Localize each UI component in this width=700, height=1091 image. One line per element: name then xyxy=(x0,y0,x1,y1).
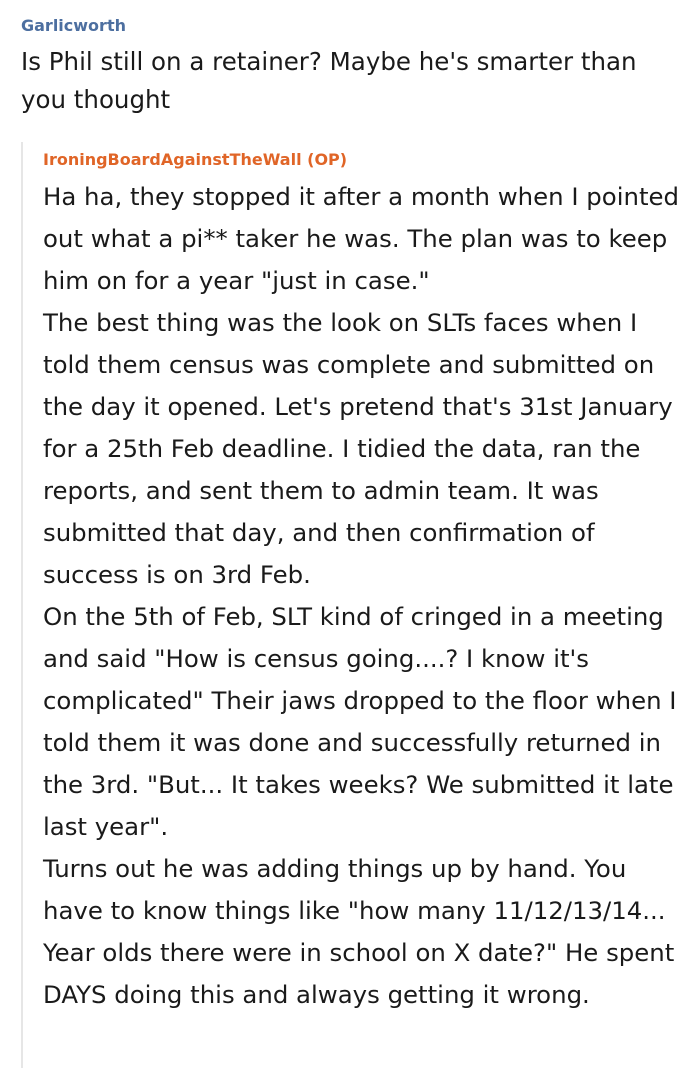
reply-thread xyxy=(21,142,693,1068)
reply-paragraph: On the 5th of Feb, SLT kind of cringed in a meeting and said "How is census going....? I know it's complicated" Their jaws dropped to the floor when I told them it was done and successfully returned in the 3rd. "But... It takes weeks? We submitted it late last year". xyxy=(43,602,677,841)
reply-paragraph: Turns out he was adding things up by hand. You have to know things like "how many 11/12/13/14... Year olds there were in school on X date?" He spent DAYS doing this and always getting it wrong. xyxy=(43,854,675,1009)
comment-author-link[interactable]: Garlicworth xyxy=(21,16,126,35)
reply-paragraph: Ha ha, they stopped it after a month when I pointed out what a pi** taker he was. The plan was to keep him on for a year "just in case." xyxy=(43,182,679,295)
reply-author-link[interactable]: IroningBoardAgainstTheWall (OP) xyxy=(43,150,348,169)
comment-body: Is Phil still on a retainer? Maybe he's smarter than you thought xyxy=(21,47,637,114)
reply-body xyxy=(43,176,683,1016)
reply-paragraph: The best thing was the look on SLTs faces when I told them census was complete and submitted on the day it opened. Let's pretend that's 31st January for a 25th Feb deadline. I tidied the data, ran the reports, and sent them to admin team. It was submitted that day, and then confirmation of success is on 3rd Feb. xyxy=(43,308,673,589)
reply-comment xyxy=(43,148,683,1016)
parent-comment xyxy=(21,14,691,119)
